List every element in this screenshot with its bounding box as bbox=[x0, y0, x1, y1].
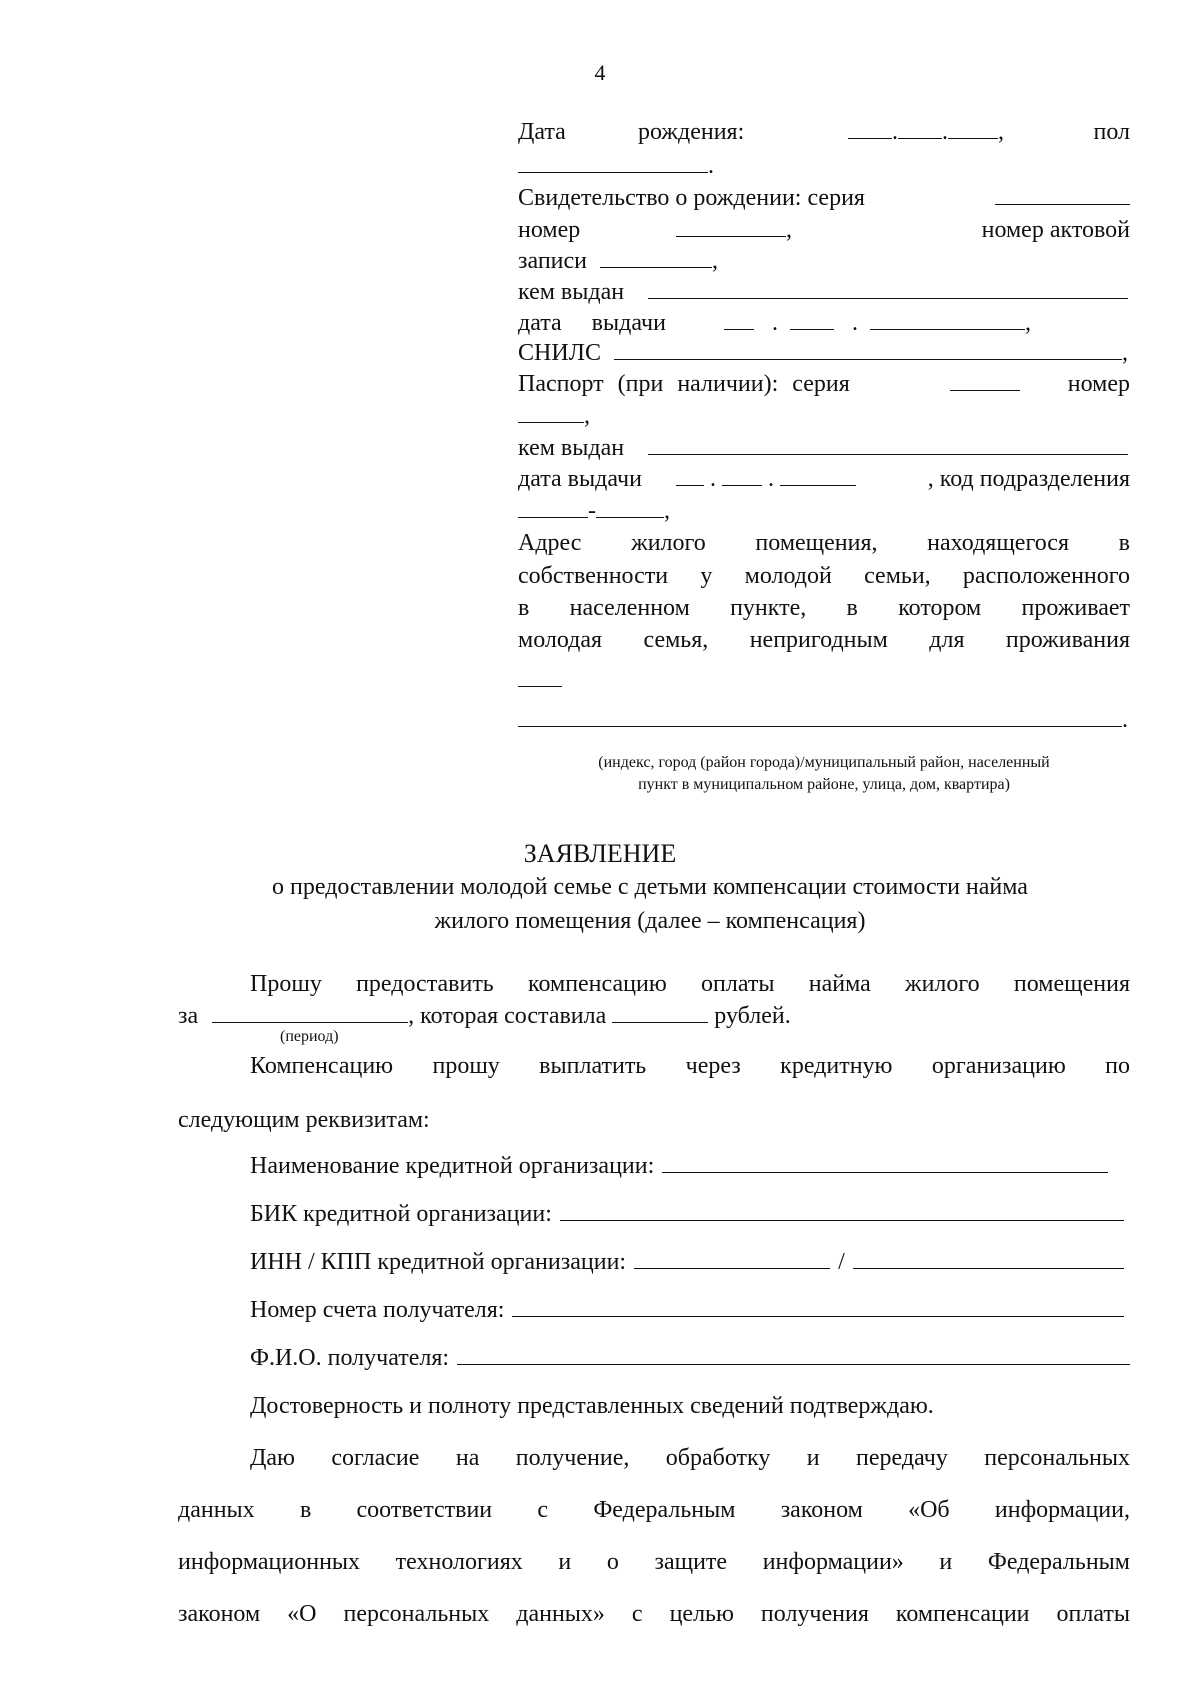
recipient-field[interactable] bbox=[457, 1342, 1130, 1365]
birth-cert-number-field[interactable]: , bbox=[676, 214, 792, 246]
bik-field[interactable] bbox=[560, 1198, 1124, 1221]
issued-by-row bbox=[518, 276, 1130, 308]
snils-field[interactable]: , bbox=[614, 337, 1128, 369]
act-record-row bbox=[518, 245, 1130, 277]
bik-row bbox=[250, 1198, 1130, 1228]
sex-label: пол bbox=[1093, 119, 1130, 145]
statement-title: ЗАЯВЛЕНИЕ bbox=[523, 839, 677, 868]
issue-date-field[interactable]: . . , bbox=[724, 307, 1031, 339]
passport-series-field[interactable] bbox=[950, 368, 1020, 400]
address-caption-line-1: (индекс, город (район города)/муниципальный район, населенный bbox=[598, 754, 1050, 771]
passport-issued-by-label: кем выдан bbox=[518, 435, 625, 461]
address-dash-row bbox=[518, 664, 1130, 696]
issued-by-field[interactable] bbox=[648, 276, 1128, 308]
inn-kpp-label: ИНН / КПП кредитной организации: bbox=[250, 1249, 627, 1275]
birth-cert-number-label: номер bbox=[518, 217, 581, 243]
inn-kpp-separator: / bbox=[838, 1249, 845, 1275]
request-rubles-label: рублей. bbox=[714, 1003, 791, 1029]
account-field[interactable] bbox=[512, 1294, 1124, 1317]
sex-field[interactable]: . bbox=[518, 150, 714, 182]
act-record-label-2: записи bbox=[518, 248, 587, 274]
statement-subtitle-line-1: о предоставлении молодой семье с детьми компенсации стоимости найма bbox=[272, 874, 1028, 900]
request-line-2 bbox=[178, 1000, 791, 1032]
account-row bbox=[250, 1294, 1130, 1324]
passport-label: Паспорт (при наличии): серия bbox=[518, 371, 850, 397]
account-label: Номер счета получателя: bbox=[250, 1297, 505, 1323]
birth-cert-row bbox=[518, 182, 1130, 214]
birth-date-field[interactable]: . . , bbox=[848, 116, 1004, 148]
request-for-label: за bbox=[178, 1003, 199, 1029]
address-line-4: молодая семья, непригодным для проживания bbox=[518, 627, 1130, 653]
inn-field[interactable] bbox=[634, 1246, 830, 1269]
passport-issued-by-row bbox=[518, 432, 1130, 464]
birth-date-row bbox=[518, 116, 1130, 148]
period-hint: (период) bbox=[280, 1028, 339, 1045]
birth-cert-series-field[interactable] bbox=[995, 182, 1130, 214]
consent-line-1: Даю согласие на получение, обработку и передачу персональных bbox=[250, 1445, 1130, 1471]
page-number: 4 bbox=[594, 60, 606, 85]
bank-name-field[interactable] bbox=[662, 1150, 1108, 1173]
recipient-label: Ф.И.О. получателя: bbox=[250, 1345, 450, 1371]
act-record-field[interactable]: , bbox=[600, 245, 718, 277]
passport-row bbox=[518, 368, 1130, 400]
passport-number-label: номер bbox=[1067, 371, 1130, 397]
consent-line-2: данных в соответствии с Федеральным законом «Об информации, bbox=[178, 1497, 1130, 1523]
request-amount-label: , которая составила bbox=[408, 1003, 607, 1029]
division-code-row bbox=[518, 495, 1130, 527]
division-code-label: , код подразделения bbox=[927, 466, 1130, 492]
issue-date-label: дата выдачи bbox=[518, 310, 666, 336]
division-code-field[interactable]: - , bbox=[518, 495, 670, 527]
address-caption bbox=[518, 752, 1130, 796]
passport-issue-date-label: дата выдачи bbox=[518, 466, 642, 492]
period-field[interactable] bbox=[204, 1003, 408, 1029]
birth-cert-label: Свидетельство о рождении: серия bbox=[518, 185, 865, 211]
sex-field-row bbox=[518, 150, 1130, 182]
bik-label: БИК кредитной организации: bbox=[250, 1201, 552, 1227]
passport-number-field[interactable]: , bbox=[518, 400, 590, 432]
address-dash bbox=[518, 664, 562, 696]
snils-label: СНИЛС bbox=[518, 340, 601, 366]
birth-cert-number-row bbox=[518, 214, 1130, 246]
address-line-1: Адрес жилого помещения, находящегося в bbox=[518, 530, 1130, 556]
address-line-3: в населенном пункте, в котором проживает bbox=[518, 595, 1130, 621]
payment-line-1: Компенсацию прошу выплатить через кредитную организацию по bbox=[250, 1053, 1130, 1079]
kpp-field[interactable] bbox=[853, 1246, 1124, 1269]
address-field[interactable]: . bbox=[518, 704, 1128, 736]
act-record-label: номер актовой bbox=[981, 217, 1130, 243]
birth-date-label-1: Дата bbox=[518, 119, 566, 145]
address-caption-line-2: пункт в муниципальном районе, улица, дом, квартира) bbox=[638, 776, 1010, 793]
consent-line-4: законом «О персональных данных» с целью получения компенсации оплаты bbox=[178, 1601, 1130, 1627]
confirm-text: Достоверность и полноту представленных сведений подтверждаю. bbox=[250, 1393, 934, 1419]
bank-name-label: Наименование кредитной организации: bbox=[250, 1153, 655, 1179]
passport-issue-date-row bbox=[518, 463, 1130, 495]
statement-subtitle-line-2: жилого помещения (далее – компенсация) bbox=[434, 908, 866, 934]
birth-date-label-2: рождения: bbox=[638, 119, 745, 145]
passport-number-row bbox=[518, 400, 1130, 432]
bank-name-row bbox=[250, 1150, 1130, 1180]
snils-row bbox=[518, 337, 1130, 369]
address-field-row bbox=[518, 704, 1130, 736]
payment-line-2: следующим реквизитам: bbox=[178, 1107, 430, 1133]
issued-by-label: кем выдан bbox=[518, 279, 625, 305]
consent-line-3: информационных технологиях и о защите информации» и Федеральным bbox=[178, 1549, 1130, 1575]
passport-issued-by-field[interactable] bbox=[648, 432, 1128, 464]
statement-subtitle bbox=[180, 870, 1120, 938]
address-line-2: собственности у молодой семьи, расположенного bbox=[518, 563, 1130, 589]
request-line-1: Прошу предоставить компенсацию оплаты найма жилого помещения bbox=[250, 971, 1130, 997]
inn-kpp-row bbox=[250, 1246, 1130, 1276]
recipient-row bbox=[250, 1342, 1130, 1372]
issue-date-row bbox=[518, 307, 1130, 339]
amount-field[interactable] bbox=[612, 1003, 708, 1029]
passport-issue-date-field[interactable]: . . bbox=[676, 463, 856, 495]
